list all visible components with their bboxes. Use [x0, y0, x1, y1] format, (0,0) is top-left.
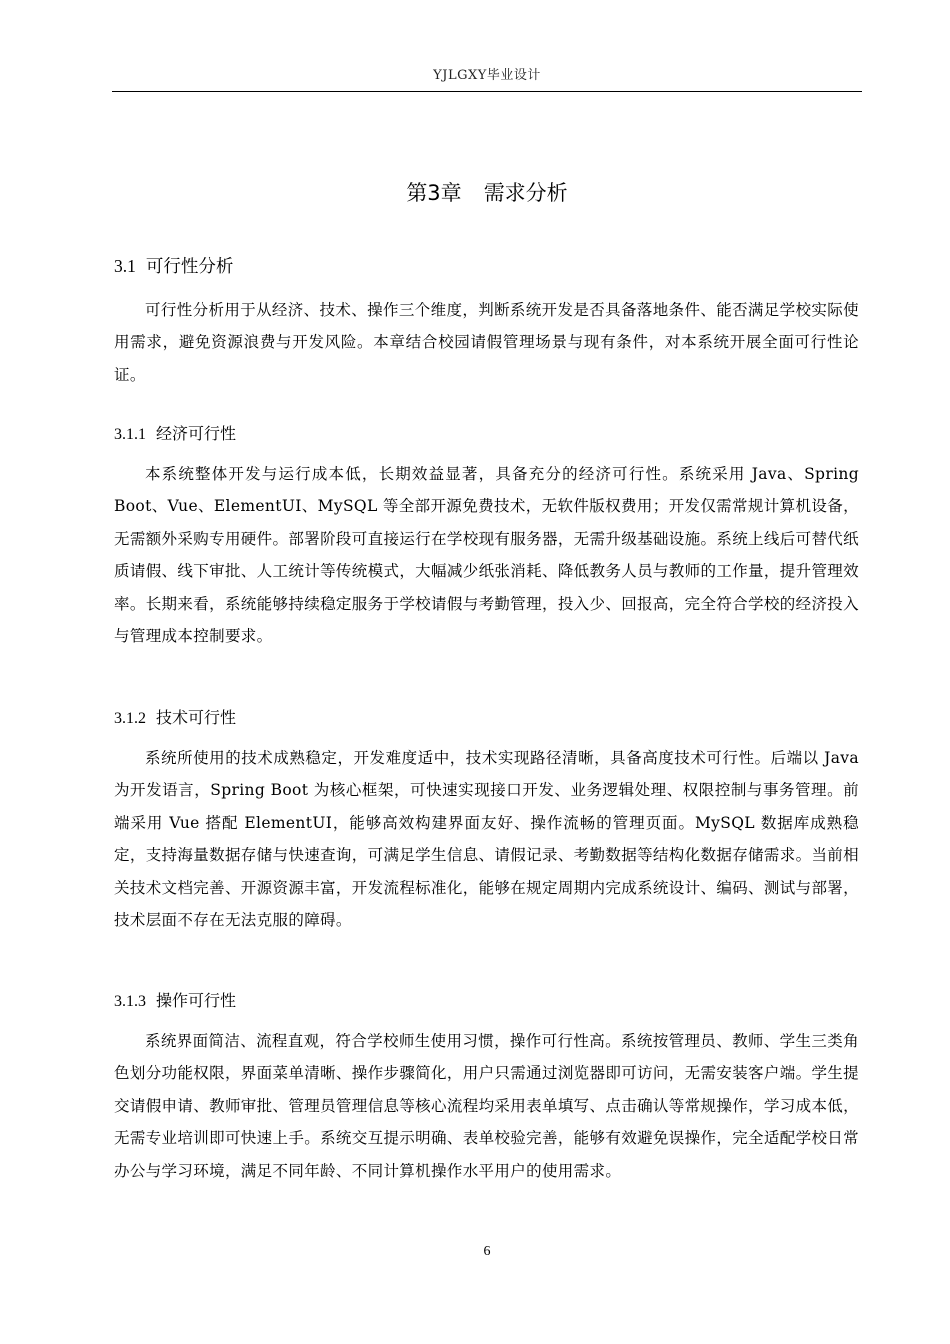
- subsection-number: 3.1.1: [114, 426, 146, 443]
- subsection-title: 技术可行性: [156, 708, 237, 727]
- chapter-title: [112, 177, 862, 207]
- chapter-title-text: 需求分析: [483, 181, 568, 205]
- header-rule: [112, 91, 862, 92]
- section-number: 3.1: [114, 256, 136, 276]
- subsection-heading-operational: [114, 988, 236, 1011]
- chapter-number: 第3章: [406, 181, 462, 205]
- subsection-heading-technical: [114, 705, 236, 728]
- section-heading: [114, 253, 233, 278]
- section-paragraph: 可行性分析用于从经济、技术、操作三个维度，判断系统开发是否具备落地条件、能否满足学校实际使用需求，避免资源浪费与开发风险。本章结合校园请假管理场景与现有条件，对本系统开展全面可行性论证。: [114, 301, 859, 384]
- subsection-heading-economic: [114, 421, 236, 444]
- subsection-title: 经济可行性: [156, 424, 237, 443]
- section-title: 可行性分析: [145, 257, 234, 277]
- subsection-title: 操作可行性: [156, 991, 237, 1010]
- running-header: YJLGXY毕业设计: [433, 68, 541, 83]
- subsection-paragraph-economic: 本系统整体开发与运行成本低，长期效益显著，具备充分的经济可行性。系统采用 Java、Spring Boot、Vue、ElementUI、MySQL 等全部开源免费技术，无软件版权费用；开发仅需常规计算机设备，无需额外采购专用硬件。部署阶段可直接运行在学校现有服务器，无需升级基础设施。系统上线后可替代纸质请假、线下审批、人工统计等传统模式，大幅减少纸张消耗、降低教务人员与教师的工作量，提升管理效率。长期来看，系统能够持续稳定服务于学校请假与考勤管理，投入少、回报高，完全符合学校的经济投入与管理成本控制要求。: [114, 465, 859, 646]
- subsection-number: 3.1.3: [114, 993, 146, 1010]
- subsection-paragraph-technical: 系统所使用的技术成熟稳定，开发难度适中，技术实现路径清晰，具备高度技术可行性。后端以 Java 为开发语言，Spring Boot 为核心框架，可快速实现接口开发、业务逻辑处理、权限控制与事务管理。前端采用 Vue 搭配 ElementUI，能够高效构建界面友好、操作流畅的管理页面。MySQL 数据库成熟稳定，支持海量数据存储与快速查询，可满足学生信息、请假记录、考勤数据等结构化数据存储需求。当前相关技术文档完善、开源资源丰富，开发流程标准化，能够在规定周期内完成系统设计、编码、测试与部署，技术层面不存在无法克服的障碍。: [114, 749, 859, 930]
- subsection-number: 3.1.2: [114, 710, 146, 727]
- subsection-paragraph-operational: 系统界面简洁、流程直观，符合学校师生使用习惯，操作可行性高。系统按管理员、教师、学生三类角色划分功能权限，界面菜单清晰、操作步骤简化，用户只需通过浏览器即可访问，无需安装客户端。学生提交请假申请、教师审批、管理员管理信息等核心流程均采用表单填写、点击确认等常规操作，学习成本低，无需专业培训即可快速上手。系统交互提示明确、表单校验完善，能够有效避免误操作，完全适配学校日常办公与学习环境，满足不同年龄、不同计算机操作水平用户的使用需求。: [114, 1032, 859, 1180]
- page-number: 6: [483, 1244, 491, 1259]
